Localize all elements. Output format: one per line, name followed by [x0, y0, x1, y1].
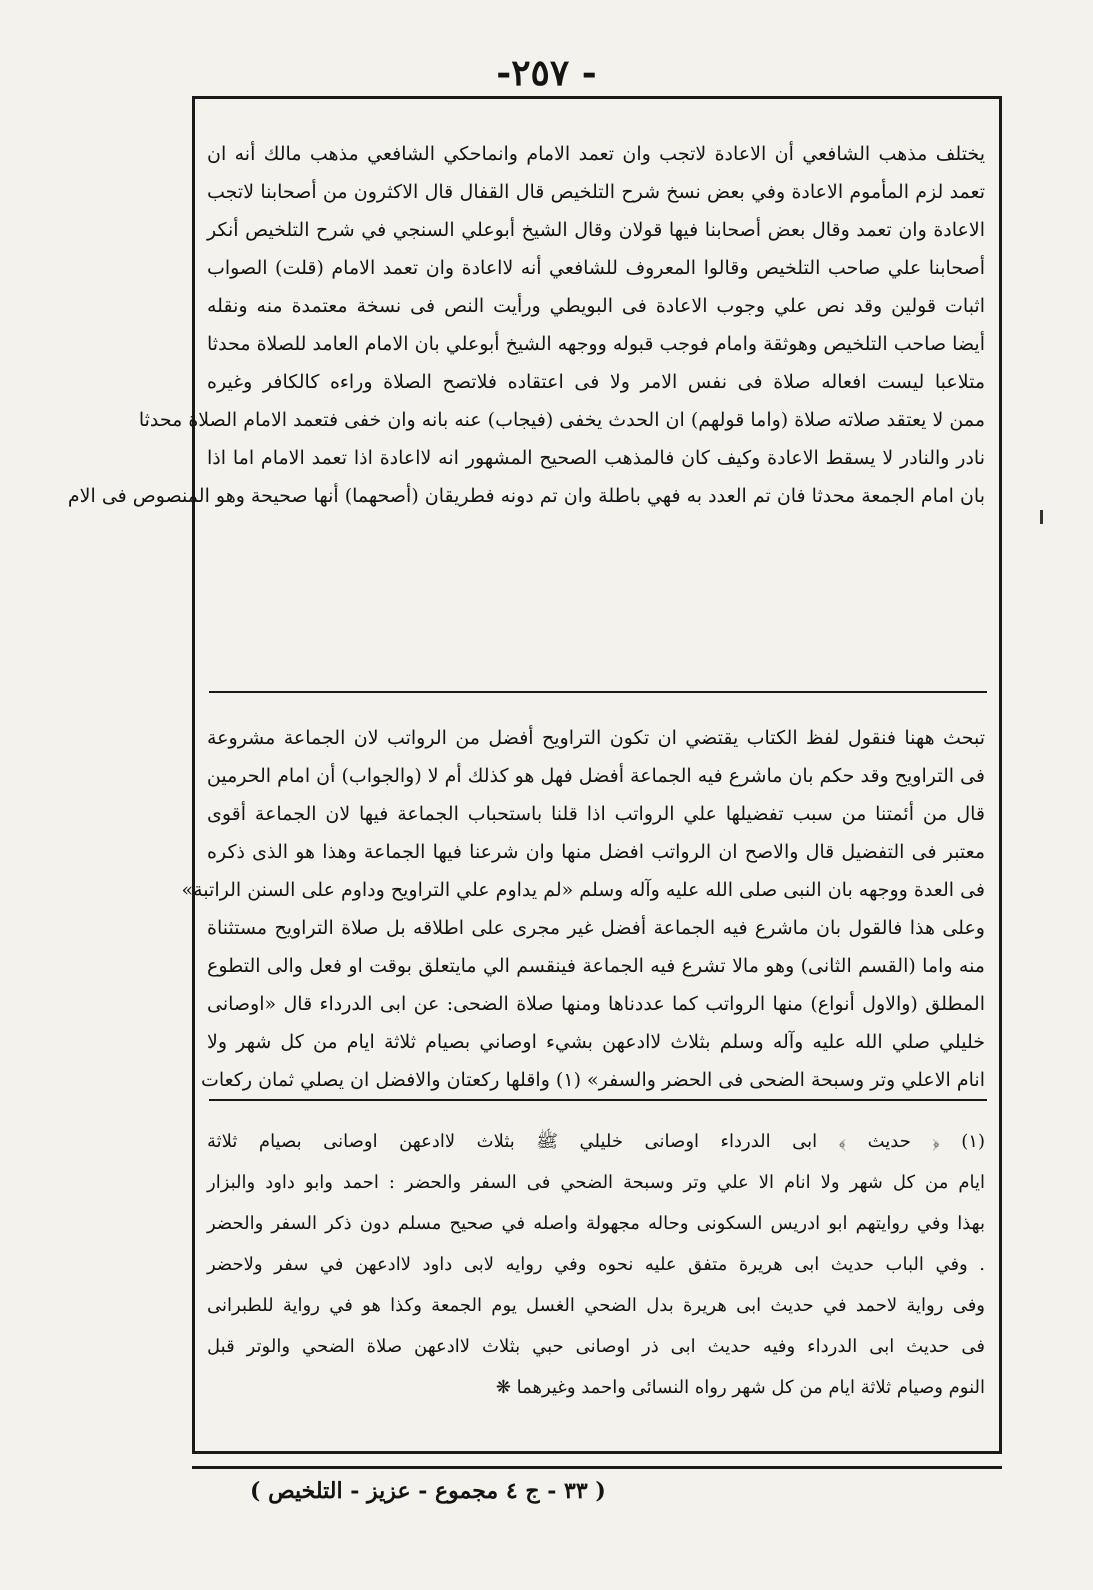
- footnote-block: [207, 1121, 985, 1408]
- footnote-line: فى حديث ابى الدرداء وفيه حديث ابى ذر اوصانى حبي بثلاث لاادعهن صلاة الضحي والوتر قبل: [207, 1336, 985, 1357]
- footnote-line: ايام من كل شهر ولا انام الا علي وتر وسبحة الضحي فى السفر والحضر : احمد وابو داود والبزار: [207, 1172, 985, 1193]
- main-text-line: الاعادة وان تعمد وقال بعض أصحابنا فيها قولان وقال الشيخ أبوعلي السنجي في شرح التلخيص أنكر: [207, 219, 985, 241]
- main-text-line: أيضا صاحب التلخيص وهوثقة وامام فوجب قبوله ووجهه الشيخ أبوعلي بان الامام العامد للصلاة محدثا: [207, 333, 985, 355]
- commentary-text-line: قال من أئمتنا من سبب تفضيلها علي الرواتب اذا قلنا باستحباب الجماعة فيها لان الجماعة أقوى: [207, 803, 985, 825]
- commentary-text-line: معتبر فى التفضيل قال والاصح ان الرواتب افضل منها وان شرعنا فيها الجماعة وهذا هو الذى ذكره: [207, 841, 985, 863]
- commentary-text-line: تبحث ههنا فنقول لفظ الكتاب يقتضي ان تكون التراويح أفضل من الرواتب لان الجماعة مشروعة: [207, 727, 985, 749]
- main-text-line: أصحابنا علي صاحب التلخيص وقالوا المعروف للشافعي أنه لااعادة وان تعمد الامام (قلت) الصواب: [207, 257, 985, 279]
- commentary-text-line: فى العدة ووجهه بان النبى صلى الله عليه وآله وسلم «لم يداوم علي التراويح وداوم على السنن الراتبة»: [181, 879, 985, 901]
- main-text-line: يختلف مذهب الشافعي أن الاعادة لاتجب وان تعمد الامام وانماحكي الشافعي مذهب مالك أنه ان: [207, 143, 985, 165]
- footnote-line: النوم وصيام ثلاثة ايام من كل شهر رواه النسائى واحمد وغيرهما ❋: [495, 1377, 985, 1398]
- footnote-line: وفى رواية لاحمد في حديث ابى هريرة بدل الضحي الغسل يوم الجمعة وكذا هو في رواية للطبرانى: [207, 1295, 985, 1316]
- main-text-line: متلاعبا ليست افعاله صلاة فى نفس الامر ولا فى اعتقاده فلاتصح الصلاة وراءه كالكافر وغيره: [207, 371, 985, 393]
- commentary-text-line: منه واما (القسم الثانى) وهو مالا تشرع فيه الجماعة فينقسم الي مايتعلق بوقت او فعل والى التطوع: [207, 955, 985, 977]
- footnote-line: (١) ﴿ حديث ﴾ ابى الدرداء اوصانى خليلي ﷺ بثلاث لاادعهن اوصانى بصيام ثلاثة: [207, 1131, 985, 1152]
- commentary-text-line: المطلق (والاول أنواع) منها الرواتب كما عددناها ومنها صلاة الضحى: عن ابى الدرداء قال «اوصانى: [207, 993, 985, 1015]
- footnote-line: . وفي الباب حديث ابى هريرة متفق عليه نحوه وفي روايه لابى داود لاادعهن في سفر ولاحضر: [207, 1254, 985, 1275]
- main-text-block: [67, 135, 985, 515]
- book-reference: ( ٣٣ - ج ٤ مجموع - عزيز - التلخيص ): [250, 1478, 606, 1504]
- section-divider: [209, 691, 987, 693]
- footnote-divider: [209, 1099, 987, 1101]
- page-number: -٢٥٧ -: [496, 52, 597, 94]
- frame-bottom-rule: [192, 1466, 1002, 1469]
- commentary-text-line: انام الاعلي وتر وسبحة الضحى فى الحضر والسفر» (١) واقلها ركعتان والافضل ان يصلي ثمان ركعات: [200, 1069, 985, 1091]
- commentary-text-line: فى التراويح وقد حكم بان ماشرع فيه الجماعة أفضل فهل هو كذلك أم لا (والجواب) أن امام الحرمين: [206, 765, 985, 787]
- main-text-line: نادر والنادر لا يسقط الاعادة وكيف كان فالمذهب الصحيح المشهور انه لااعادة اذا تعمد الامام اما اذا: [207, 447, 985, 469]
- main-text-line: بان امام الجمعة محدثا فان تم العدد به فهي باطلة وان تم دونه فطريقان (أصحهما) أنها صحيحة وهو المنصوص فى الام: [67, 485, 985, 507]
- main-text-line: ممن لا يعتقد صلاته صلاة (واما قولهم) ان الحدث يخفى (فيجاب) عنه بانه وان خفى فتعمد الامام الصلاة محدثا: [138, 409, 985, 431]
- margin-mark: [1040, 510, 1043, 524]
- commentary-text-line: وعلى هذا فالقول بان ماشرع فيه الجماعة أفضل غير مجرى على اطلاقه بل صلاة التراويح مستثناة: [207, 917, 985, 939]
- page-frame: [67, 96, 1002, 1454]
- commentary-text-line: خليلي صلي الله عليه وآله وسلم بثلاث لاادعهن بشيء اوصاني بصيام ثلاثة ايام من كل شهر ولا: [207, 1031, 985, 1053]
- commentary-text-block: [181, 719, 985, 1099]
- main-text-line: تعمد لزم المأموم الاعادة وفي بعض نسخ شرح التلخيص قال القفال قال الاكثرون من أصحابنا لاتجب: [207, 181, 985, 203]
- footnote-line: بهذا وفي روايتهم ابو ادريس السكونى وحاله مجهولة واصله في صحيح مسلم دون ذكر السفر والحضر: [207, 1213, 985, 1234]
- main-text-line: اثبات قولين وقد نص علي وجوب الاعادة فى البويطي ورأيت النص فى نسخة معتمدة منه ونقله: [207, 295, 985, 317]
